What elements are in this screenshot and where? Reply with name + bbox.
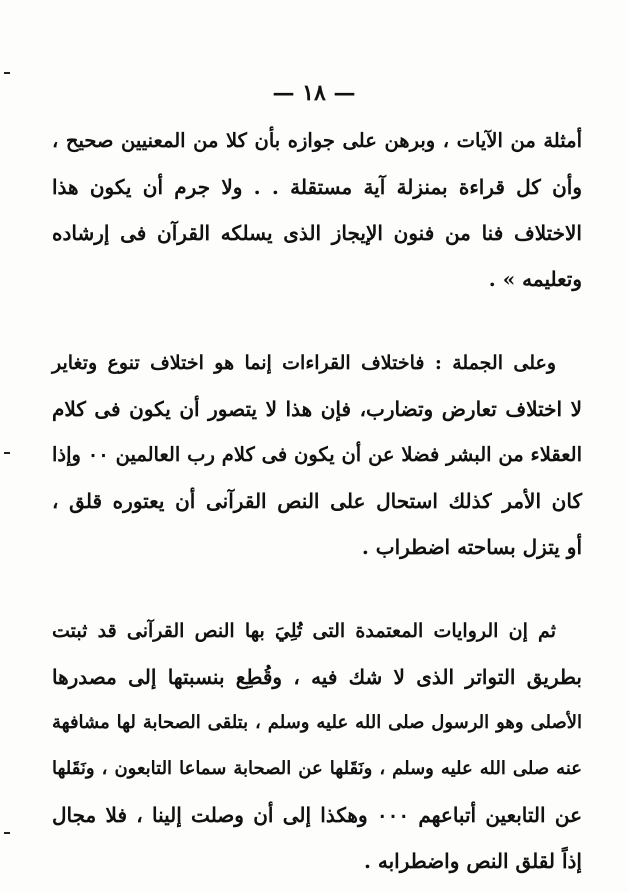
text-line: وعلى الجملة : فاختلاف القراءات إنما هو اختلاف تنوع وتغاير [52, 352, 556, 374]
text-line: لا اختلاف تعارض وتضارب، فإن هذا لا يتصور أن يكون فى كلام [52, 397, 582, 421]
paragraph-gap [52, 570, 582, 608]
text-line: عن التابعين أتباعهم ٠٠٠ وهكذا إلى أن وصلت إلينا ، فلا مجال [52, 803, 582, 827]
paragraph-2 [52, 340, 582, 570]
text-line: وتعليمه » . [488, 267, 582, 291]
scan-edge-mark [4, 72, 10, 74]
text-line: الاختلاف فنا من فنون الإيجاز الذى يسلكه القرآن فى إرشاده [52, 221, 582, 245]
scan-edge-mark [4, 452, 10, 454]
body-text [52, 118, 582, 884]
text-line: ثم إن الروايات المعتمدة التى تُلِيَ بها النص القرآنى قد ثبتت [52, 620, 556, 642]
text-line: كان الأمر كذلك استحال على النص القرآنى أن يعتوره قلق ، [52, 489, 582, 513]
text-line: أمثلة من الآيات ، وبرهن على جوازه بأن كلا من المعنيين صحيح ، [52, 129, 582, 152]
text-line: إذاً لقلق النص واضطرابه . [363, 849, 582, 873]
text-line: وأن كل قراءة بمنزلة آية مستقلة . . ولا جرم أن يكون هذا [52, 175, 582, 199]
text-line: بطريق التواتر الذى لا شك فيه ، وقُطِع بنسبتها إلى مصدرها [52, 665, 582, 689]
scan-edge-mark [4, 832, 10, 834]
paragraph-1 [52, 118, 582, 302]
text-line: عنه صلى الله عليه وسلم ، ونَقَلها عن الصحابة سماعا التابعون ، ونَقَلها [52, 758, 582, 779]
text-line: العقلاء من البشر فضلا عن أن يكون فى كلام رب العالمين ٠٠ وإذا [52, 443, 582, 466]
text-line: أو يتزل بساحته اضطراب . [361, 535, 582, 559]
page-number: — ١٨ — [272, 80, 356, 106]
paragraph-3 [52, 608, 582, 884]
paragraph-gap [52, 302, 582, 340]
text-line: الأصلى وهو الرسول صلى الله عليه وسلم ، بتلقى الصحابة لها مشافهة [52, 712, 582, 733]
